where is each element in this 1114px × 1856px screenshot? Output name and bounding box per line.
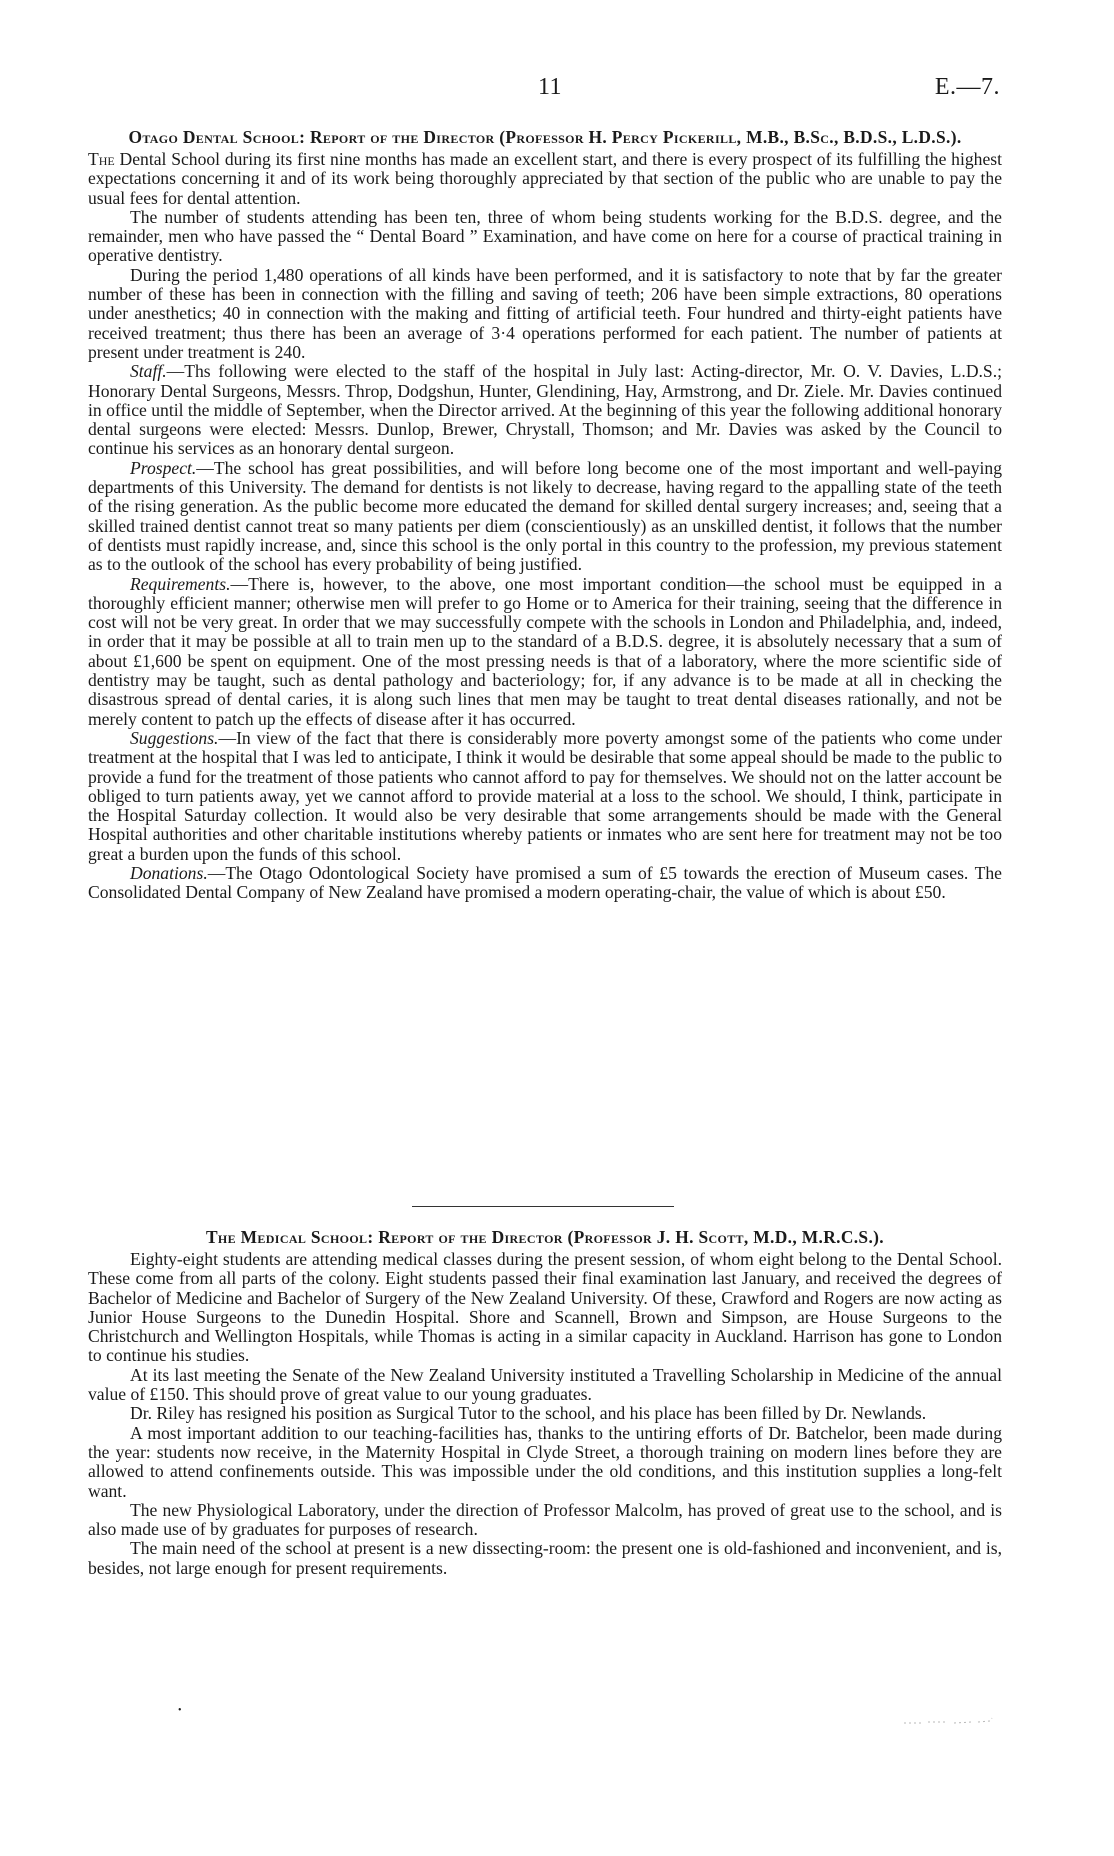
paragraph-requirements: [88, 575, 1002, 729]
paragraph-scholarship: At its last meeting the Senate of the New Zealand University instituted a Travelling Scholarship in Medicine of the annual value of £150. This should prove of great value to our young graduates.: [88, 1364, 1002, 1405]
paragraph-text: —Ths following were elected to the staff of the hospital in July last: Acting-director, Mr. O. V. Davies, L.D.S.; Honorary Dental Surgeons, Messrs. Throp, Dodgshun, Hunter, Glendining, Hay, Armstrong, and Dr. Ziele. Mr. Davies continued in office until the middle of September, when the Director arrived. At the beginning of this year the following additional honorary dental surgeons were elected: Messrs. Dunlop, Brewer, Chrystall, Thomson; and Mr. Davies was asked by the Council to continue his services as an honorary dental surgeon.: [88, 361, 1002, 459]
paragraph-text: —The school has great possibilities, and will before long become one of the most important and well-paying departments of this University. The demand for dentists is not likely to decrease, having regard to the appalling state of the teeth of the rising generation. As the public become more educated the demand for skilled dental surgery increases; and, seeing that a skilled trained dentist cannot treat so many patients per diem (conscientiously) as an unskilled dentist, it follows that the number of dentists must rapidly increase, and, since this school is the only portal in this country to the profession, my previous statement as to the outlook of the school has every probability of being justified.: [88, 457, 1002, 575]
paragraph-students: Eighty-eight students are attending medical classes during the present session, of whom eight belong to the Dental School. These come from all parts of the colony. Eight students passed their final examination last January, and received the degrees of Bachelor of Medicine and Bachelor of Surgery of the New Zealand University. Of these, Crawford and Rogers are now acting as Junior House Surgeons to the Dunedin Hospital. Shore and Scannell, Brown and Simpson, are House Surgeons to the Christchurch and Wellington Hospitals, while Thomas is acting in a similar capacity in Auckland. Harrison has gone to London to continue his studies.: [88, 1249, 1002, 1366]
run-in-heading: Prospect.: [130, 457, 197, 478]
paragraph-text: —In view of the fact that there is considerably more poverty amongst some of the patients who come under treatment at the hospital that I was led to anticipate, I think it would be desirable that some appeal should be made to the public to provide a fund for the treatment of those patients who cannot afford to pay for themselves. We should not on the latter account be obliged to turn patients away, yet we cannot afford to provide material at a loss to the school. We should, I think, participate in the Hospital Saturday collection. It would also be very desirable that some arrangements should be made with the General Hospital authorities and other charitable institutions whereby patients or inmates who are sent here for treatment may not be too great a burden upon the funds of this school.: [88, 727, 1002, 864]
run-in-heading: Staff.: [130, 361, 167, 382]
lead-word: The: [88, 149, 115, 169]
paragraph-text: —The Otago Odontological Society have promised a sum of £5 towards the erection of Museum cases. The Consolidated Dental Company of New Zealand have promised a modern operating-chair, the value of which is about £50.: [88, 862, 1002, 903]
scan-smudge: [902, 1716, 994, 1726]
run-in-heading: Requirements.: [130, 573, 231, 594]
paragraph-donations: [88, 864, 1002, 903]
paragraph-suggestions: [88, 729, 1002, 864]
section-divider: [412, 1206, 674, 1207]
document-reference: E.—7.: [934, 74, 1000, 100]
run-in-heading: Suggestions.: [130, 727, 219, 748]
medical-school-section: [88, 1227, 1002, 1578]
paragraph-text: Dental School during its first nine months has made an excellent start, and there is every prospect of its fulfilling the highest expectations concerning it and of its work being thoroughly appreciated by that section of the public who are unable to pay the usual fees for dental attention.: [88, 149, 1002, 208]
paragraph-dissecting-room: The main need of the school at present is a new dissecting-room: the present one is old-fashioned and inconvenient, and is, besides, not large enough for present requirements.: [88, 1538, 1002, 1578]
page-number: 11: [537, 74, 563, 100]
paragraph-text: —There is, however, to the above, one most important condition—the school must be equipped in a thoroughly efficient manner; otherwise men will prefer to go Home or to America for their training, seeing that the difference in cost will not be very great. In order that we may successfully compete with the schools in London and Philadelphia, and, indeed, in order that it may be possible at all to train men up to the standard of a B.D.S. degree, it is absolutely necessary that a sum of about £1,600 be spent on equipment. One of the most pressing needs is that of a laboratory, where the more scientific side of dentistry may be taught, such as dental pathology and bacteriology; for, if any advance is to be made at all in checking the disastrous spread of dental caries, it is along such lines that men may be taught to treat dental diseases rationally, and not be merely content to patch up the effects of disease after it has occurred.: [88, 573, 1002, 729]
print-speck: •: [178, 1705, 182, 1716]
paragraph-students: The number of students attending has been ten, three of whom being students working for the B.D.S. degree, and the remainder, men who have passed the “ Dental Board ” Examination, and have come on here for a course of practical training in operative dentistry.: [88, 206, 1002, 266]
otago-dental-school-section: [88, 127, 1002, 903]
section-heading: The Medical School: Report of the Director (Professor J. H. Scott, M.D., M.R.C.S.).: [205, 1227, 884, 1247]
paragraph-maternity: A most important addition to our teaching-facilities has, thanks to the untiring efforts of Dr. Batchelor, been made during the year: students now receive, in the Maternity Hospital in Clyde Street, a thorough training on modern lines before they are allowed to attend confinements outside. This was impossible under the old conditions, and this institution supplies a long-felt want.: [88, 1422, 1002, 1501]
paragraph-operations: During the period 1,480 operations of all kinds have been performed, and it is satisfactory to note that by far the greater number of these has been in connection with the filling and saving of teeth; 206 have been simple extractions, 80 operations under anesthetics; 40 in connection with the making and fitting of artificial teeth. Four hundred and thirty-eight patients have received treatment; thus there has been an average of 3·4 operations performed for each patient. The number of patients at present under treatment is 240.: [88, 264, 1002, 362]
paragraph-tutor: Dr. Riley has resigned his position as Surgical Tutor to the school, and his place has been filled by Dr. Newlands.: [130, 1403, 927, 1424]
paragraph-laboratory: The new Physiological Laboratory, under the direction of Professor Malcolm, has proved of great use to the school, and is also made use of by graduates for purposes of research.: [88, 1499, 1002, 1540]
section-heading: Otago Dental School: Report of the Director (Professor H. Percy Pickerill, M.B., B.Sc., B.D.S., L.D.S.).: [128, 127, 962, 147]
run-in-heading: Donations.: [130, 862, 208, 883]
paragraph-prospect: [88, 459, 1002, 575]
paragraph-intro: [88, 150, 1002, 208]
paragraph-staff: [88, 362, 1002, 458]
